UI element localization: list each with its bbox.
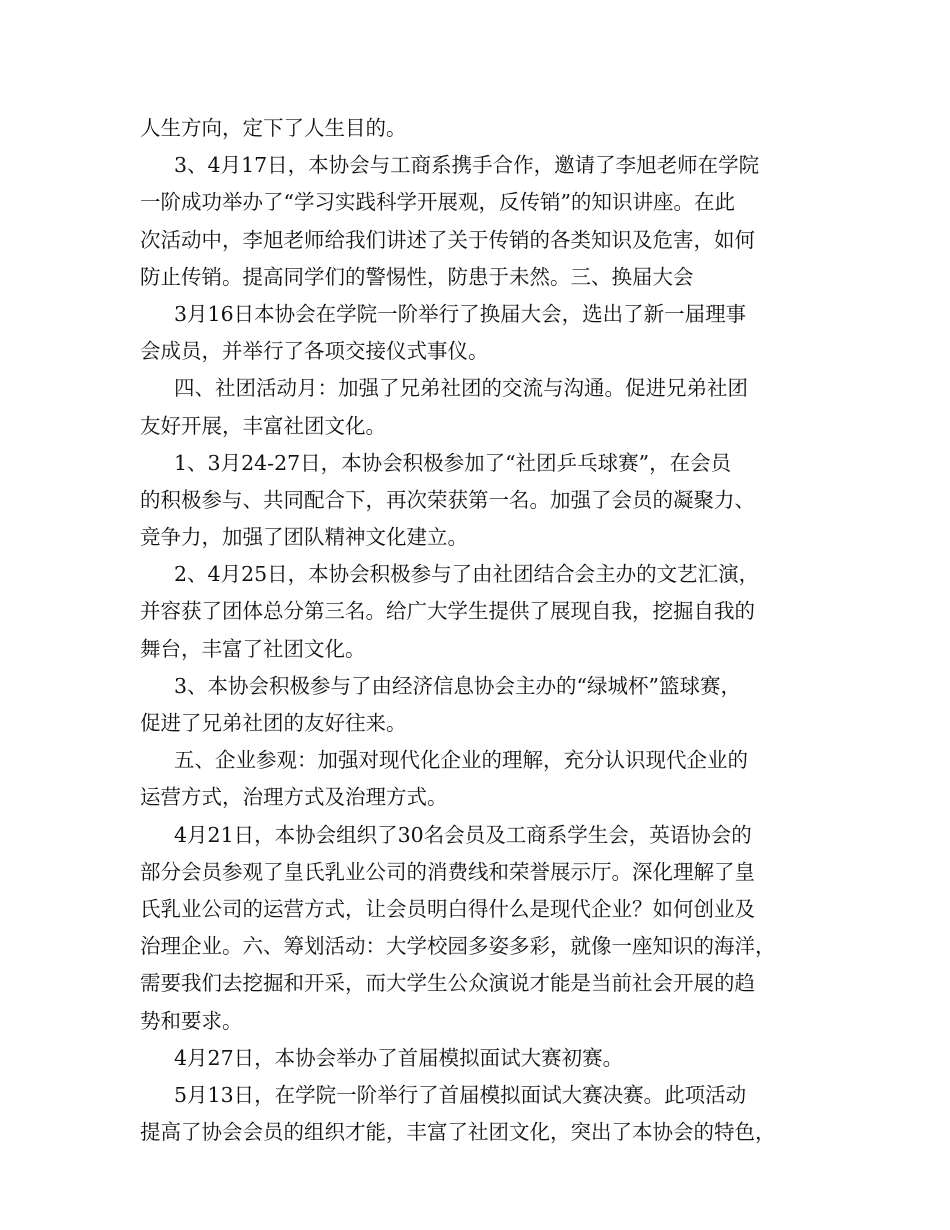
text-line: 势和要求。 <box>140 1008 243 1033</box>
text-line: 运营方式，治理方式及治理方式。 <box>140 785 448 810</box>
text-line: 一阶成功举办了“学习实践科学开展观，反传销”的知识讲座。在此 <box>140 190 735 215</box>
text-line: 五、企业参观：加强对现代化企业的理解，充分认识现代企业的 <box>174 748 748 773</box>
text-line: 4月21日，本协会组织了30名会员及工商系学生会，英语协会的 <box>174 822 752 847</box>
text-line: 促进了兄弟社团的友好往来。 <box>140 711 407 735</box>
text-line: 3、本协会积极参与了由经济信息协会主办的“绿城杯”篮球赛， <box>174 673 742 698</box>
text-line: 部分会员参观了皇氏乳业公司的消费线和荣誉展示厅。深化理解了皇 <box>140 859 755 884</box>
text-line: 友好开展，丰富社团文化。 <box>140 413 386 438</box>
text-line: 3、4月17日，本协会与工商系携手合作，邀请了李旭老师在学院 <box>174 153 760 178</box>
text-line: 治理企业。六、筹划活动：大学校园多姿多彩，就像一座知识的海洋， <box>140 934 776 959</box>
text-line: 1、3月24-27日，本协会积极参加了“社团乒乓球赛”，在会员 <box>174 450 732 475</box>
text-line: 防止传销。提高同学们的警惕性，防患于未然。三、换届大会 <box>140 264 694 289</box>
text-line: 氏乳业公司的运营方式，让会员明白得什么是现代企业？如何创业及 <box>140 896 755 921</box>
document-body <box>140 110 820 1151</box>
text-line: 会成员，并举行了各项交接仪式事仪。 <box>140 339 489 364</box>
text-line: 4月27日，本协会举办了首届模拟面试大赛初赛。 <box>174 1045 624 1070</box>
text-line: 需要我们去挖掘和开采，而大学生公众演说才能是当前社会开展的趋 <box>140 971 755 996</box>
text-line: 提高了协会会员的组织才能，丰富了社团文化，突出了本协会的特色， <box>140 1120 776 1145</box>
text-line: 次活动中，李旭老师给我们讲述了关于传销的各类知识及危害，如何 <box>140 227 755 252</box>
text-line: 四、社团活动月：加强了兄弟社团的交流与沟通。促进兄弟社团 <box>174 376 748 401</box>
text-line: 的积极参与、共同配合下，再次荣获第一名。加强了会员的凝聚力、 <box>140 487 755 512</box>
text-line: 2、4月25日，本协会积极参与了由社团结合会主办的文艺汇演， <box>174 562 760 587</box>
text-line: 并容获了团体总分第三名。给广大学生提供了展现自我，挖掘自我的 <box>140 599 755 624</box>
text-line: 3月16日本协会在学院一阶举行了换届大会，选出了新一届理事 <box>174 301 747 326</box>
text-line: 人生方向，定下了人生目的。 <box>140 116 407 140</box>
text-line: 5月13日，在学院一阶举行了首届模拟面试大赛决赛。此项活动 <box>174 1082 747 1107</box>
text-line: 舞台，丰富了社团文化。 <box>140 636 366 661</box>
text-line: 竞争力，加强了团队精神文化建立。 <box>140 525 468 550</box>
